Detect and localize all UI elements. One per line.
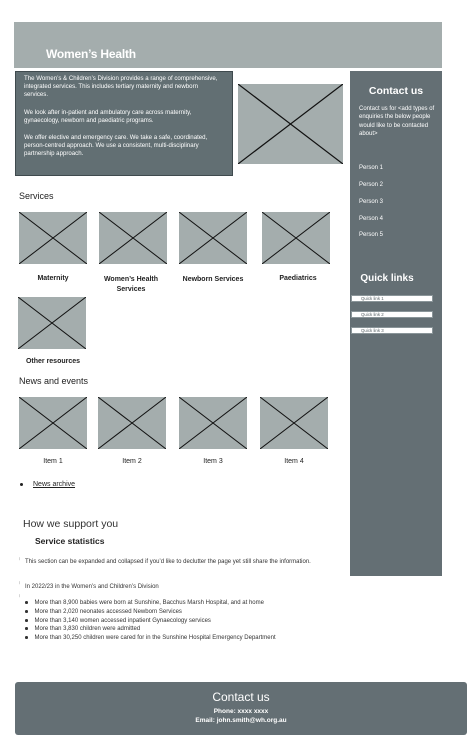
bullet-icon — [25, 619, 28, 622]
sidebar-person-5[interactable]: Person 5 — [359, 232, 384, 238]
other-resources-image-placeholder[interactable] — [18, 297, 86, 349]
sidebar-contact-description: Contact us for <add types of enquiries the below people would like to be contacted about> — [359, 106, 435, 138]
bullet-icon — [20, 483, 23, 486]
footer-email[interactable]: Email: john.smith@wh.org.au — [195, 717, 287, 724]
news-item-label[interactable]: Item 3 — [203, 458, 223, 465]
statistic-item: More than 2,020 neonates accessed Newborn Services — [25, 609, 182, 615]
bullet-icon — [25, 627, 28, 630]
service-label-womens-health[interactable]: Women’s Health Services — [103, 276, 159, 293]
news-item-label[interactable]: Item 4 — [284, 458, 304, 465]
maternity-image-placeholder[interactable] — [19, 212, 87, 264]
bullet-icon — [25, 610, 28, 613]
news-item-label[interactable]: Item 2 — [122, 458, 142, 465]
sidebar-person-4[interactable]: Person 4 — [359, 216, 384, 222]
sidebar-person-1[interactable]: Person 1 — [359, 165, 384, 171]
statistics-period: In 2022/23 in the Women’s and Children’s Division — [25, 584, 159, 590]
marker-icon: ⁝ — [19, 580, 21, 585]
contact-sidebar — [350, 71, 442, 576]
quick-link-2[interactable]: Quick link 2 — [351, 311, 433, 318]
news-heading: News and events — [19, 376, 89, 386]
statistic-item: More than 3,830 children were admitted — [25, 626, 140, 632]
statistic-item: More than 3,140 women accessed inpatient Gynaecology services — [25, 618, 211, 624]
sidebar-contact-heading: Contact us — [368, 85, 424, 97]
marker-icon: ⁝ — [19, 593, 21, 598]
support-heading: How we support you — [23, 518, 119, 530]
marker-icon: ⁝ — [19, 556, 21, 561]
statistics-note: This section can be expanded and collapsed if you’d like to declutter the page yet still share the information. — [25, 559, 311, 565]
service-label-paediatrics[interactable]: Paediatrics — [279, 275, 317, 282]
news-item-1-image-placeholder[interactable] — [19, 397, 87, 449]
news-archive-list-item — [20, 481, 75, 488]
sidebar-person-3[interactable]: Person 3 — [359, 199, 384, 205]
news-item-2-image-placeholder[interactable] — [98, 397, 166, 449]
news-item-label[interactable]: Item 1 — [43, 458, 63, 465]
intro-panel — [15, 71, 233, 176]
bullet-icon — [25, 601, 28, 604]
service-label-other-resources[interactable]: Other resources — [25, 358, 81, 365]
hero-image-placeholder — [238, 84, 343, 164]
service-label-maternity[interactable]: Maternity — [37, 275, 69, 282]
statistic-item: More than 30,250 children were cared for in the Sunshine Hospital Emergency Department — [25, 635, 276, 641]
news-archive-link[interactable]: News archive — [33, 481, 76, 488]
intro-paragraph: The Women’s & Children’s Division provides a range of comprehensive, integrated services. This includes tertiary maternity and newborn services. — [24, 75, 218, 99]
service-label-newborn[interactable]: Newborn Services — [182, 276, 244, 283]
intro-paragraph: We look after in-patient and ambulatory care across maternity, gynaecology, newborn and paediatric programs. — [24, 109, 192, 125]
footer-contact — [15, 682, 467, 735]
news-item-4-image-placeholder[interactable] — [260, 397, 328, 449]
newborn-image-placeholder[interactable] — [179, 212, 247, 264]
footer-title: Contact us — [212, 690, 270, 704]
quick-links-heading: Quick links — [360, 273, 414, 284]
footer-phone: Phone: xxxx xxxx — [213, 708, 269, 715]
intro-paragraph: We offer elective and emergency care. We take a safe, coordinated, person-centred approach. We use a consistent, multi-disciplinary partnership approach. — [24, 134, 208, 158]
bullet-icon — [25, 636, 28, 639]
news-item-3-image-placeholder[interactable] — [179, 397, 247, 449]
services-heading: Services — [19, 191, 54, 201]
sidebar-person-2[interactable]: Person 2 — [359, 182, 384, 188]
service-statistics-heading[interactable]: Service statistics — [35, 536, 105, 546]
hero-banner — [14, 22, 442, 68]
womens-health-image-placeholder[interactable] — [99, 212, 167, 264]
statistic-item: More than 8,900 babies were born at Sunshine, Bacchus Marsh Hospital, and at home — [25, 600, 264, 606]
quick-link-3[interactable]: Quick link 3 — [351, 327, 433, 334]
paediatrics-image-placeholder[interactable] — [262, 212, 330, 264]
quick-link-1[interactable]: Quick link 1 — [351, 295, 433, 302]
page-title: Women’s Health — [46, 47, 136, 61]
